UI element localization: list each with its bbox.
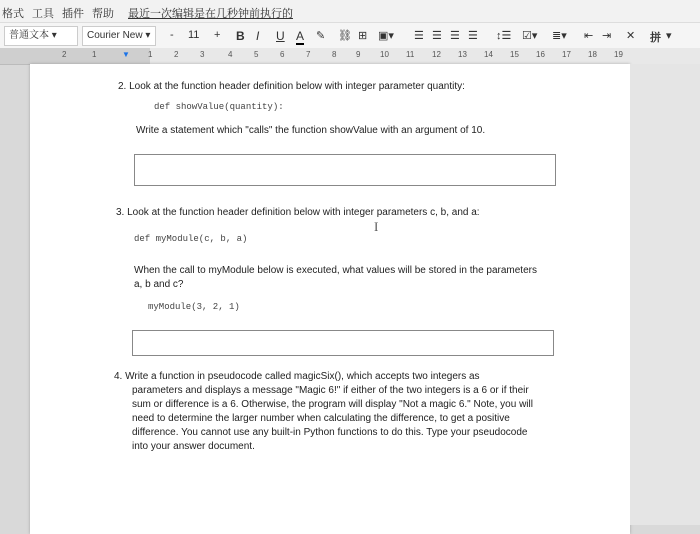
ruler-mark: 11: [406, 50, 415, 59]
ruler-mark: 14: [484, 50, 493, 59]
font-size-field[interactable]: 11: [188, 29, 200, 41]
menu-bar: [0, 0, 700, 22]
text-cursor-icon: I: [374, 219, 379, 234]
ruler-mark: 7: [306, 50, 311, 59]
q3-text: 3. Look at the function header definition below with integer parameters c, b, and a:: [116, 207, 480, 218]
q4-line: sum or difference is a 6. Otherwise, the program will display "Not a magic 6." Note, you will: [132, 399, 533, 410]
font-size-increase-button[interactable]: +: [214, 29, 221, 41]
menu-addons[interactable]: 插件: [62, 8, 84, 20]
input-tools-dropdown-icon[interactable]: ▾: [666, 30, 672, 42]
align-center-icon[interactable]: ☰: [432, 30, 442, 42]
q4-line: parameters and displays a message "Magic 6!" if either of the two integers is a 6 or if their: [132, 385, 529, 396]
text-color-button[interactable]: A: [296, 29, 305, 43]
ruler-mark: 6: [280, 50, 285, 59]
menu-tools[interactable]: 工具: [32, 8, 54, 20]
q3-code: def myModule(c, b, a): [134, 234, 248, 244]
menu-format[interactable]: 格式: [2, 8, 24, 20]
q4-line: 4. Write a function in pseudocode called magicSix(), which accepts two integers as: [114, 371, 480, 382]
ruler-mark: 4: [228, 50, 233, 59]
decrease-indent-icon[interactable]: ⇤: [584, 30, 594, 42]
style-select[interactable]: 普通文本 ▾: [4, 26, 78, 46]
q4-line: need to determine the larger number when calculating the difference, to get a positive: [132, 413, 510, 424]
ruler-mark: 5: [254, 50, 259, 59]
q4-line: difference. You cannot use any built-in Python functions to do this. Type your pseudocode: [132, 427, 528, 438]
ruler-left-mark: 1: [92, 50, 97, 59]
italic-button[interactable]: I: [256, 29, 260, 43]
ruler-mark: 18: [588, 50, 597, 59]
ruler-mark: 8: [332, 50, 337, 59]
q2-answer-box[interactable]: [134, 154, 556, 186]
last-edit-link[interactable]: 最近一次编辑是在几秒钟前执行的: [128, 8, 293, 20]
font-size-decrease-button[interactable]: -: [170, 29, 174, 41]
q2-code: def showValue(quantity):: [154, 102, 284, 112]
q3-answer-box[interactable]: [132, 330, 554, 356]
underline-button[interactable]: U: [276, 29, 285, 43]
indent-marker-icon[interactable]: ▼: [122, 50, 130, 59]
toolbar: [0, 22, 700, 50]
align-left-icon[interactable]: ☰: [414, 30, 424, 42]
ruler-mark: 16: [536, 50, 545, 59]
bold-button[interactable]: B: [236, 29, 245, 43]
q4-line: into your answer document.: [132, 441, 255, 452]
clear-formatting-icon[interactable]: ✕: [626, 30, 636, 42]
ruler-mark: 15: [510, 50, 519, 59]
ruler[interactable]: [0, 48, 700, 65]
q3-call-code: myModule(3, 2, 1): [148, 302, 240, 312]
link-icon[interactable]: ⛓: [338, 30, 352, 42]
ruler-mark: 2: [174, 50, 179, 59]
align-justify-icon[interactable]: ☰: [468, 30, 478, 42]
increase-indent-icon[interactable]: ⇥: [602, 30, 612, 42]
right-gutter: [630, 64, 700, 525]
q3-prompt-line1: When the call to myModule below is executed, what values will be stored in the parameters: [134, 265, 537, 276]
ruler-left-mark: 2: [62, 50, 67, 59]
ruler-mark: 10: [380, 50, 389, 59]
ruler-mark: 17: [562, 50, 571, 59]
q3-prompt-line2: a, b and c?: [134, 279, 184, 290]
ruler-mark: 3: [200, 50, 205, 59]
ruler-mark: 12: [432, 50, 441, 59]
menu-help[interactable]: 帮助: [92, 8, 114, 20]
image-icon[interactable]: ▣▾: [378, 30, 394, 42]
align-right-icon[interactable]: ☰: [450, 30, 460, 42]
input-tools-button[interactable]: 拼: [650, 32, 661, 44]
q2-text: 2. Look at the function header definition below with integer parameter quantity:: [118, 81, 465, 92]
highlight-icon[interactable]: ✎: [316, 30, 326, 42]
q2-prompt: Write a statement which "calls" the function showValue with an argument of 10.: [136, 125, 486, 136]
line-spacing-icon[interactable]: ↕☰: [496, 30, 512, 42]
checklist-icon[interactable]: ☑▾: [522, 30, 538, 42]
style-value: 普通文本: [9, 30, 49, 41]
comment-icon[interactable]: ⊞: [358, 30, 368, 42]
font-select[interactable]: Courier New ▾: [82, 26, 156, 46]
font-value: Courier New: [87, 30, 143, 41]
ruler-mark: 19: [614, 50, 623, 59]
ruler-mark: 1: [148, 50, 153, 59]
ruler-mark: 13: [458, 50, 467, 59]
numbered-list-icon[interactable]: ≣▾: [552, 30, 567, 42]
ruler-mark: 9: [356, 50, 361, 59]
document-page[interactable]: [30, 64, 630, 534]
